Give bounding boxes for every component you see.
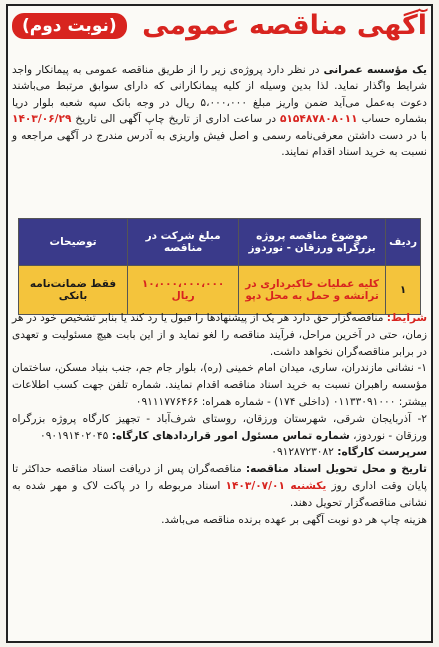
header-notes: توضیحات	[19, 219, 128, 266]
purchase-deadline: ۱۴۰۳/۰۶/۲۹	[12, 113, 72, 126]
header-amount: مبلغ شرکت در مناقصه	[128, 219, 239, 266]
supervisor-paragraph	[12, 444, 427, 461]
header-subject: موضوع مناقصه پروژه بزرگراه ورزقان - نوردوز	[239, 219, 386, 266]
table-header-row	[19, 219, 421, 266]
delivery-deadline: یکشنبه ۱۴۰۳/۰۷/۰۱	[225, 479, 327, 492]
supervisor-phone: ۰۹۱۲۸۷۲۳۰۸۲	[271, 446, 338, 459]
address-1: ۱- نشانی مازندران، ساری، میدان امام خمینی (ره)، بلوار جام جم، جنب بنیاد مسکن، ساختمان مؤسسه راهبران نسبت به خرید اسناد مناقصه اقدام نمایند. شماره تلفن جهت کسب اطلاعات بیشتر: ۰۱۱۳۳۰۹۱۰۰۰ (داخلی ۱۷۴) - شماره همراه: ۰۹۱۱۱۷۷۶۴۶۶	[12, 362, 427, 408]
conditions-paragraph	[12, 310, 427, 360]
address-2-text: ۲- آذربایجان شرقی، شهرستان ورزقان، روستای شرف‌آباد - تجهیز کارگاه پروژه بزرگراه ورزقان - نوردوز،	[12, 412, 427, 442]
delivery-text-1: مناقصه‌گران پس از دریافت اسناد مناقصه حداکثر تا پایان وقت اداری روز	[12, 463, 427, 492]
ad-title: آگهی مناقصه عمومی	[142, 10, 427, 41]
cell-row-number: ۱	[386, 266, 421, 315]
address-2-paragraph	[12, 411, 427, 445]
intro-text-2: در ساعت اداری از تاریخ چاپ آگهی الی تاریخ	[71, 113, 280, 126]
supervisor-label: سرپرست کارگاه:	[337, 446, 427, 459]
delivery-paragraph	[12, 461, 427, 511]
tender-table	[18, 218, 421, 315]
cell-subject: کلیه عملیات خاکبرداری در ترانشه و حمل به محل دپو	[239, 266, 386, 315]
table-row	[19, 266, 421, 315]
intro-text-3: با در دست داشتن معرفی‌نامه رسمی و اصل فیش واریزی به آدرس مندرج در آگهی مراجعه و نسبت به خرید اسناد اقدام نمایند.	[12, 129, 427, 159]
intro-paragraph	[12, 62, 427, 160]
delivery-text-2: اسناد مربوطه را در پاکت لاک و مهر شده به نشانی مناقصه‌گزار تحویل دهند.	[12, 479, 427, 509]
cell-notes: فقط ضمانت‌نامه بانکی	[19, 266, 128, 315]
contracts-contact-label: شماره تماس مسئول امور قراردادهای کارگاه:	[111, 429, 350, 442]
details-section	[12, 310, 427, 528]
header-row-number: ردیف	[386, 219, 421, 266]
round-badge: (نوبت دوم)	[12, 13, 127, 39]
contracts-contact-phone: ۰۹۰۱۹۱۴۰۲۰۴۵	[40, 429, 112, 442]
conditions-text: مناقصه‌گزار حق دارد هر یک از پیشنهادها را قبول یا رد کند یا بنابر تشخیص خود در هر زمان، حتی در آخرین مراحل، فرآیند مناقصه را لغو نماید و از این بابت هیچ مسئولیت و تعهدی در برابر مناقصه‌گران نخواهد داشت.	[12, 312, 427, 358]
cell-amount: ۱۰،۰۰۰،۰۰۰،۰۰۰ ریال	[128, 266, 239, 315]
delivery-label: تاریخ و محل تحویل اسناد مناقصه:	[245, 463, 427, 476]
ad-header	[8, 10, 431, 58]
account-number: ۵۱۵۴۸۷۸۰۸۰۱۱	[279, 113, 358, 126]
footer-note: هزینه چاپ هر دو نوبت آگهی بر عهده برنده مناقصه می‌باشد.	[161, 513, 427, 526]
intro-text-1: در نظر دارد پروژه‌ی زیر را از طریق مناقصه عمومی به پیمانکار واجد شرایط واگذار نماید. لذا بدین وسیله از کلیه پیمانکارانی که دارای سوابق مرتبط می‌باشند دعوت به‌عمل می‌آید ضمن واریز مبلغ ۵،۰۰۰،۰۰۰ ریال در وجه بانک سپه شعبه بلوار دریا بشماره حساب	[12, 64, 427, 126]
conditions-label: شرایط:	[386, 312, 427, 324]
intro-lead: یک مؤسسه عمرانی	[323, 64, 428, 76]
